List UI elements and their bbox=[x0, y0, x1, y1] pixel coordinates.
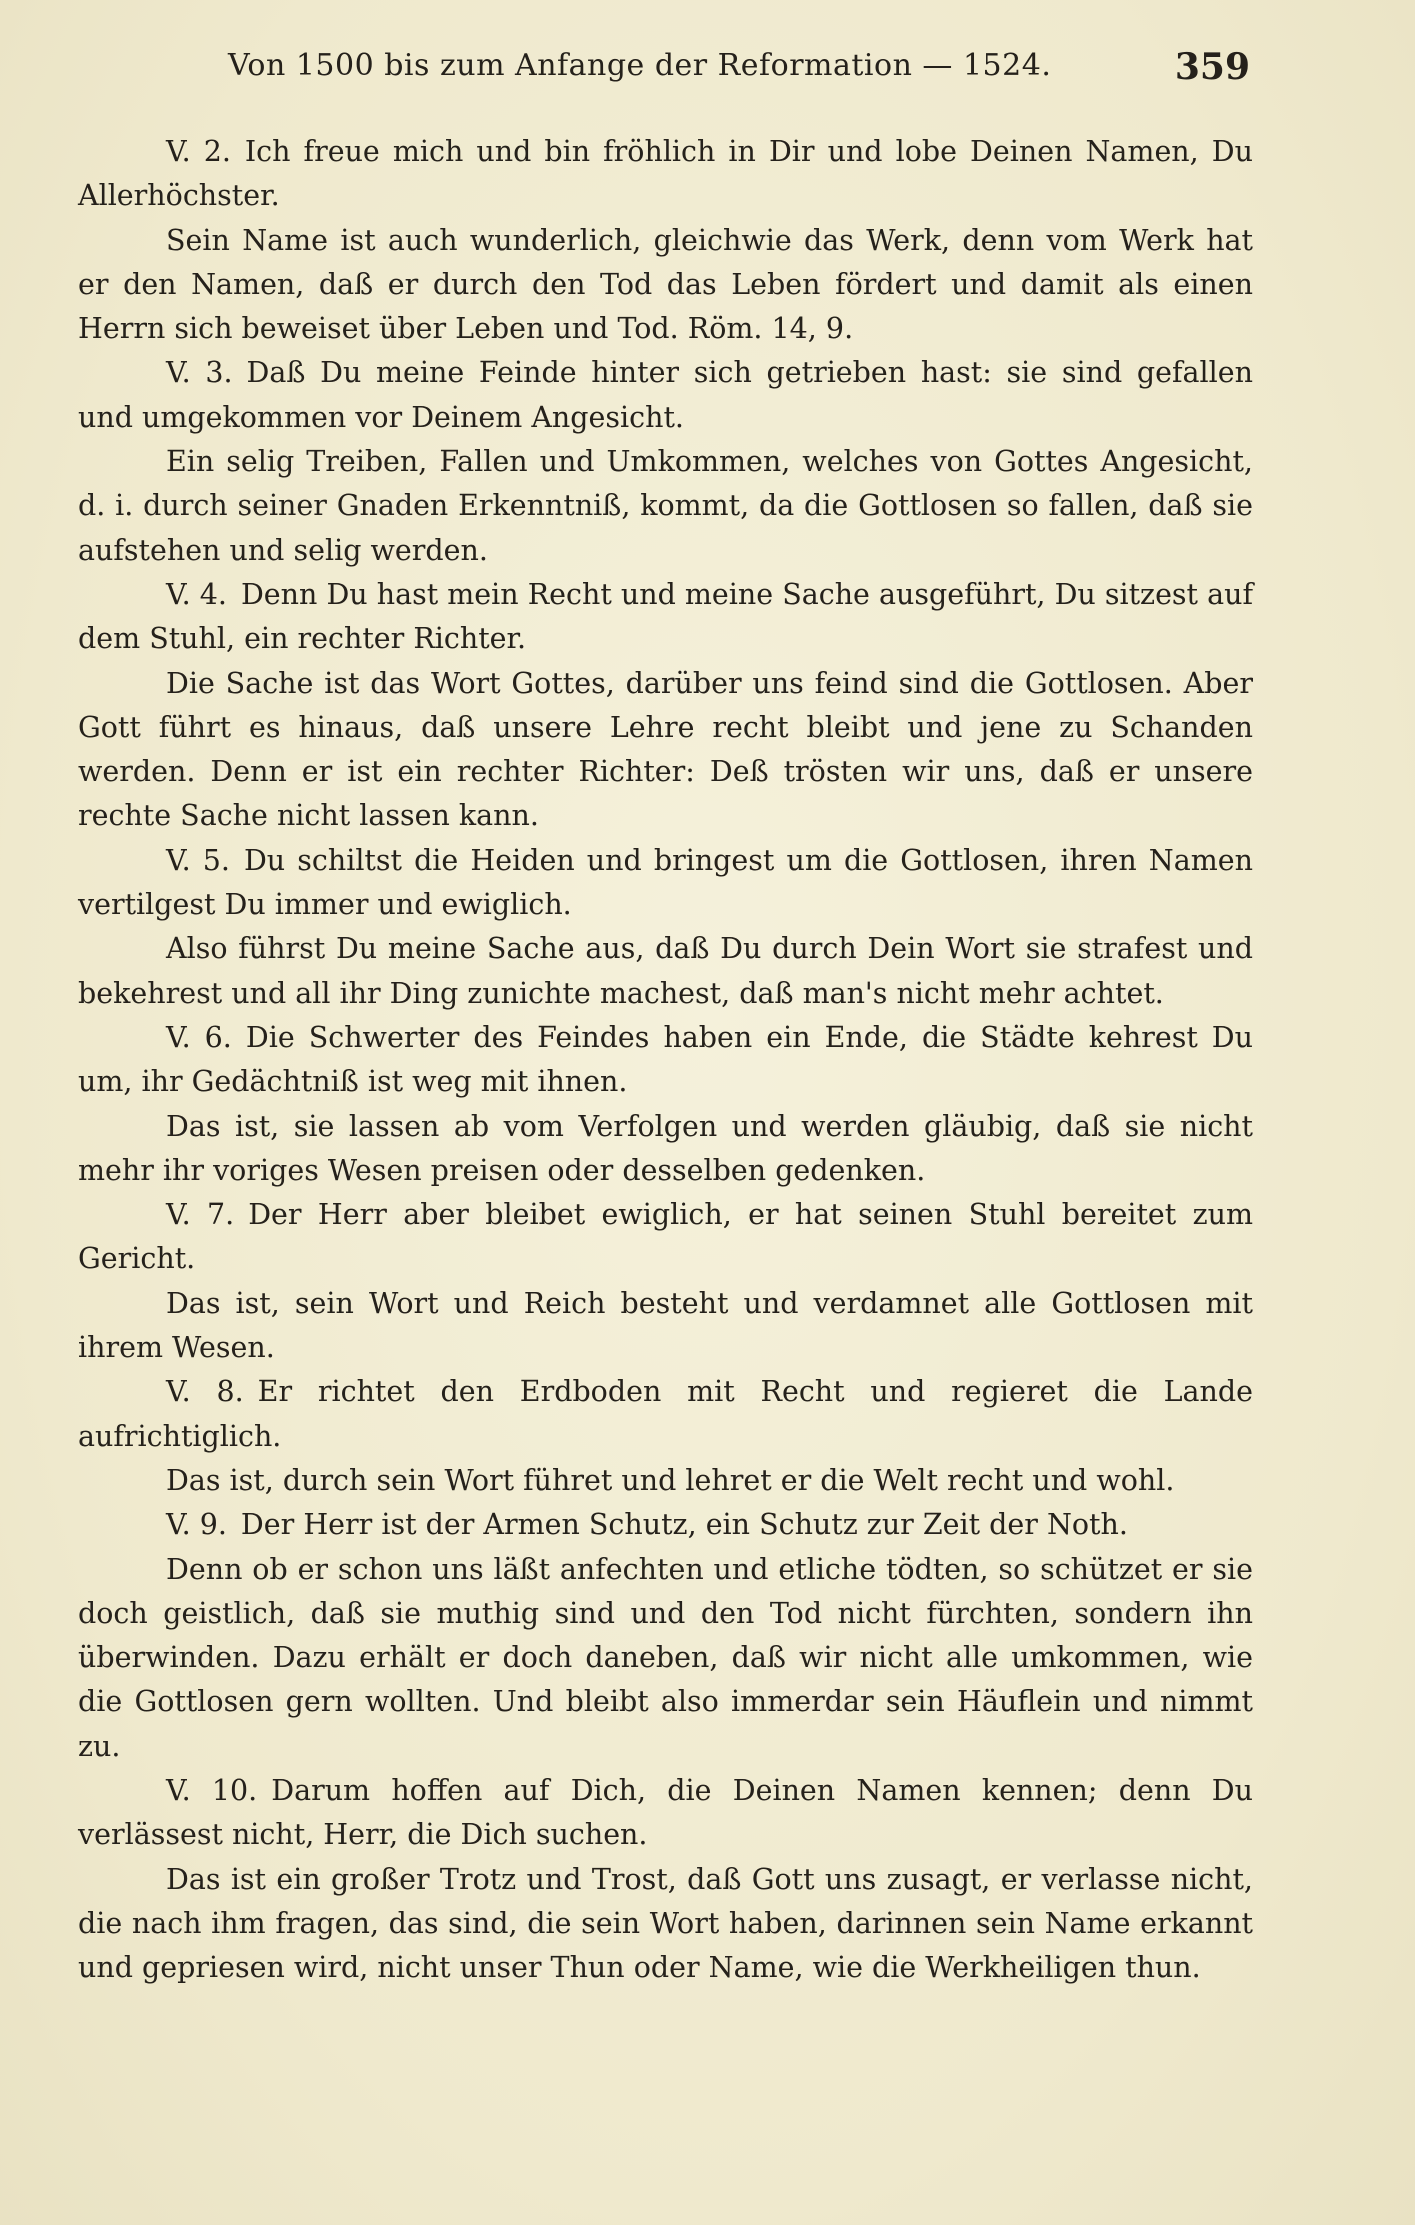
paragraph-text: Du schiltst die Heiden und bringest um die Gottlosen, ihren Namen vertilgest Du immer und ewiglich. bbox=[78, 843, 1253, 922]
verse-paragraph bbox=[78, 573, 1253, 662]
paragraph-text: Das ist, sein Wort und Reich besteht und verdamnet alle Gottlosen mit ihrem Wesen. bbox=[78, 1286, 1253, 1365]
commentary-paragraph bbox=[78, 219, 1253, 352]
paragraph-text: Das ist, durch sein Wort führet und lehret er die Welt recht und wohl. bbox=[166, 1463, 1175, 1497]
paragraph-text: Ein selig Treiben, Fallen und Umkommen, welches von Gottes Angesicht, d. i. durch seiner Gnaden Erkenntniß, kommt, da die Gottlosen so fallen, daß sie aufstehen und selig werden. bbox=[78, 445, 1253, 567]
verse-paragraph bbox=[78, 839, 1253, 928]
paragraph-text: Das ist ein großer Trotz und Trost, daß Gott uns zusagt, er verlasse nicht, die nach ihm fragen, das sind, die sein Wort haben, darinnen sein Name erkannt und gepriesen wird, nicht unser Thun oder Name, wie die Werkheiligen thun. bbox=[78, 1862, 1253, 1985]
paragraph-text: Sein Name ist auch wunderlich, gleichwie das Werk, denn vom Werk hat er den Namen, daß er durch den Tod das Leben fördert und damit als einen Herrn sich beweiset über Leben und Tod. Röm. 14, 9. bbox=[78, 223, 1253, 346]
body-text bbox=[78, 130, 1253, 1990]
paragraph-text: Die Schwerter des Feindes haben ein Ende, die Städte kehrest Du um, ihr Gedächtniß ist weg mit ihnen. bbox=[78, 1020, 1253, 1099]
verse-number: V. 2. bbox=[166, 135, 231, 168]
running-title: Von 1500 bis zum Anfange der Reformation — 1524. bbox=[228, 48, 1052, 83]
paragraph-text: Denn ob er schon uns läßt anfechten und etliche tödten, so schützet er sie doch geistlich, daß sie muthig sind und den Tod nicht fürchten, sondern ihn überwinden. Dazu erhält er doch daneben, daß wir nicht alle umkommen, wie die Gottlosen gern wollten. Und bleibt also immerdar sein Häuflein und nimmt zu. bbox=[78, 1552, 1253, 1763]
paragraph-text: Denn Du hast mein Recht und meine Sache ausgeführt, Du sitzest auf dem Stuhl, ein rechter Richter. bbox=[78, 577, 1253, 656]
paragraph-text: Der Herr aber bleibet ewiglich, er hat seinen Stuhl bereitet zum Gericht. bbox=[78, 1198, 1253, 1276]
commentary-paragraph bbox=[78, 1858, 1253, 1991]
verse-number: V. 7. bbox=[166, 1198, 235, 1232]
paragraph-text: Ich freue mich und bin fröhlich in Dir und lobe Deinen Namen, Du Allerhöchster. bbox=[78, 135, 1253, 213]
paragraph-text: Die Sache ist das Wort Gottes, darüber uns feind sind die Gottlosen. Aber Gott führt es hinaus, daß unsere Lehre recht bleibt und jene zu Schanden werden. Denn er ist ein rechter Richter: Deß trösten wir uns, daß er unsere rechte Sache nicht lassen kann. bbox=[78, 666, 1253, 833]
verse-paragraph bbox=[78, 1503, 1253, 1547]
paragraph-text: Der Herr ist der Armen Schutz, ein Schutz zur Zeit der Noth. bbox=[240, 1508, 1128, 1542]
verse-paragraph bbox=[78, 130, 1253, 219]
commentary-paragraph bbox=[78, 440, 1253, 573]
commentary-paragraph bbox=[78, 1105, 1253, 1194]
verse-paragraph bbox=[78, 1193, 1253, 1282]
commentary-paragraph bbox=[78, 927, 1253, 1016]
page-number: 359 bbox=[1174, 46, 1250, 88]
commentary-paragraph bbox=[78, 1282, 1253, 1371]
verse-paragraph bbox=[78, 1370, 1253, 1459]
verse-number: V. 10. bbox=[166, 1773, 258, 1807]
paragraph-text: Das ist, sie lassen ab vom Verfolgen und werden gläubig, daß sie nicht mehr ihr voriges Wesen preisen oder desselben gedenken. bbox=[78, 1109, 1253, 1187]
paragraph-text: Er richtet den Erdboden mit Recht und regieret die Lande aufrichtiglich. bbox=[78, 1375, 1253, 1453]
commentary-paragraph bbox=[78, 1459, 1253, 1503]
commentary-paragraph bbox=[78, 1548, 1253, 1769]
verse-paragraph bbox=[78, 1016, 1253, 1105]
verse-number: V. 5. bbox=[166, 843, 230, 877]
commentary-paragraph bbox=[78, 662, 1253, 839]
verse-paragraph bbox=[78, 351, 1253, 440]
verse-number: V. 3. bbox=[166, 356, 233, 390]
verse-number: V. 4. bbox=[166, 577, 227, 611]
verse-number: V. 9. bbox=[166, 1508, 227, 1542]
verse-number: V. 6. bbox=[166, 1020, 232, 1054]
paragraph-text: Darum hoffen auf Dich, die Deinen Namen kennen; denn Du verlässest nicht, Herr, die Dich suchen. bbox=[78, 1773, 1253, 1852]
paragraph-text: Also führst Du meine Sache aus, daß Du durch Dein Wort sie strafest und bekehrest und all ihr Ding zunichte machest, daß man's nicht mehr achtet. bbox=[78, 932, 1253, 1010]
verse-paragraph bbox=[78, 1769, 1253, 1858]
running-header bbox=[0, 46, 1415, 96]
paragraph-text: Daß Du meine Feinde hinter sich getrieben hast: sie sind gefallen und umgekommen vor Deinem Angesicht. bbox=[78, 356, 1253, 434]
verse-number: V. 8. bbox=[166, 1375, 244, 1409]
